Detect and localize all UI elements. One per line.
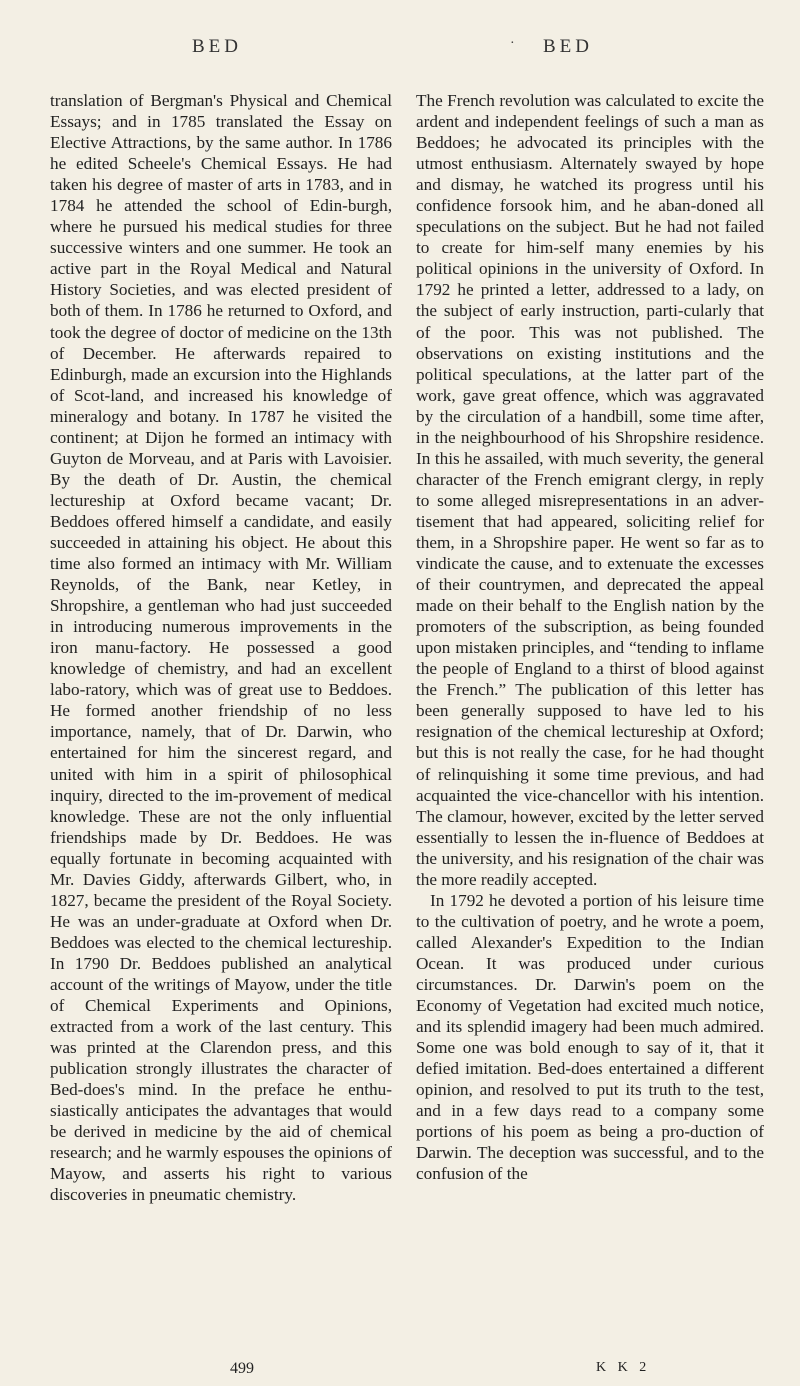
header-separator: ·: [510, 36, 519, 51]
left-paragraph: translation of Bergman's Physical and Chemical Essays; and in 1785 translated the Essay on Elective Attractions, by the same author. In 1786 he edited Scheele's Chemical Essays. He had taken his degree of master of arts in 1783, and in 1784 he attended the school of Edin-burgh, where he pursued his medical studies for three successive winters and one summer. He took an active part in the Royal Medical and Natural History Societies, and was elected president of both of them. In 1786 he returned to Oxford, and took the degree of doctor of medicine on the 13th of December. He afterwards repaired to Edinburgh, made an excursion into the Highlands of Scot-land, and increased his knowledge of mineralogy and botany. In 1787 he visited the continent; at Dijon he formed an intimacy with Guyton de Morveau, and at Paris with Lavoisier. By the death of Dr. Austin, the chemical lectureship at Oxford became vacant; Dr. Beddoes offered himself a candidate, and easily succeeded in attaining his object. He about this time also formed an intimacy with Mr. William Reynolds, of the Bank, near Ketley, in Shropshire, a gentleman who had just succeeded in introducing numerous improvements in the iron manu-factory. He possessed a good knowledge of chemistry, and had an excellent labo-ratory, which was of great use to Beddoes. He formed another friendship of no less importance, namely, that of Dr. Darwin, who entertained for him the sincerest regard, and united with him in a spirit of philosophical inquiry, directed to the im-provement of medical knowledge. These are not the only influential friendships made by Dr. Beddoes. He was equally fortunate in becoming acquainted with Mr. Davies Giddy, afterwards Gilbert, who, in 1827, became the president of the Royal Society. He was an under-graduate at Oxford when Dr. Beddoes was elected to the chemical lectureship. In 1790 Dr. Beddoes published an analytical account of the writings of Mayow, under the title of Chemical Experiments and Opinions, extracted from a work of the last century. This was printed at the Clarendon press, and this publication strongly illustrates the character of Bed-does's mind. In the preface he enthu-siastically anticipates the advantages that would be derived in medicine by the aid of chemical research; and he warmly espouses the opinions of Mayow, and asserts his right to various discoveries in pneumatic chemistry.: [50, 91, 392, 1205]
signature-mark: K K 2: [596, 1360, 651, 1375]
right-column: [416, 90, 764, 1184]
right-paragraph: The French revolution was calculated to excite the ardent and independent feelings of such a man as Beddoes; he advocated its principles with the utmost enthusiasm. Alternately swayed by hope and dismay, he watched its progress until his confidence forsook him, and he aban-doned all speculations on the subject. But he had not failed to create for him-self many enemies by his political opinions in the university of Oxford. In 1792 he printed a letter, addressed to a lady, on the subject of early instruction, parti-cularly that of the poor. This was not published. The observations on existing institutions and the political speculations, at the latter part of the work, gave great offence, which was aggravated by the circulation of a handbill, some time after, in the neighbourhood of his Shropshire residence. In this he assailed, with much severity, the general character of the French emigrant clergy, in reply to some alleged misrepresentations in an adver-tisement that had appeared, soliciting relief for them, in a Shropshire paper. He went so far as to vindicate the cause, and to extenuate the excesses of their countrymen, and deprecated the appeal made on their behalf to the English nation by the promoters of the subscription, as being founded upon mistaken principles, and “tending to inflame the people of England to a thirst of blood against the French.” The publication of this letter has been generally supposed to have led to his resignation of the chemical lectureship at Oxford; but this is not really the case, for he had thought of relinquishing it some time previous, and had acquainted the vice-chancellor with his intention. The clamour, however, excited by the letter served essentially to lessen the in-fluence of Beddoes at the university, and his resignation of the chair was the more readily accepted.: [416, 91, 764, 889]
left-running-title: BED: [192, 36, 242, 57]
left-column: [50, 90, 392, 1205]
page-number: 499: [230, 1360, 254, 1377]
right-paragraph: In 1792 he devoted a portion of his leisure time to the cultivation of poetry, and he wrote a poem, called Alexander's Expedition to the Indian Ocean. It was produced under curious circumstances. Dr. Darwin's poem on the Economy of Vegetation had excited much notice, and its splendid imagery had been much admired. Some one was bold enough to say of it, that it defied imitation. Bed-does entertained a different opinion, and resolved to put its truth to the test, and in a few days read to a company some portions of his poem as being a pro-duction of Darwin. The deception was successful, and to the confusion of the: [416, 890, 764, 1184]
right-running-title: BED: [543, 36, 593, 57]
